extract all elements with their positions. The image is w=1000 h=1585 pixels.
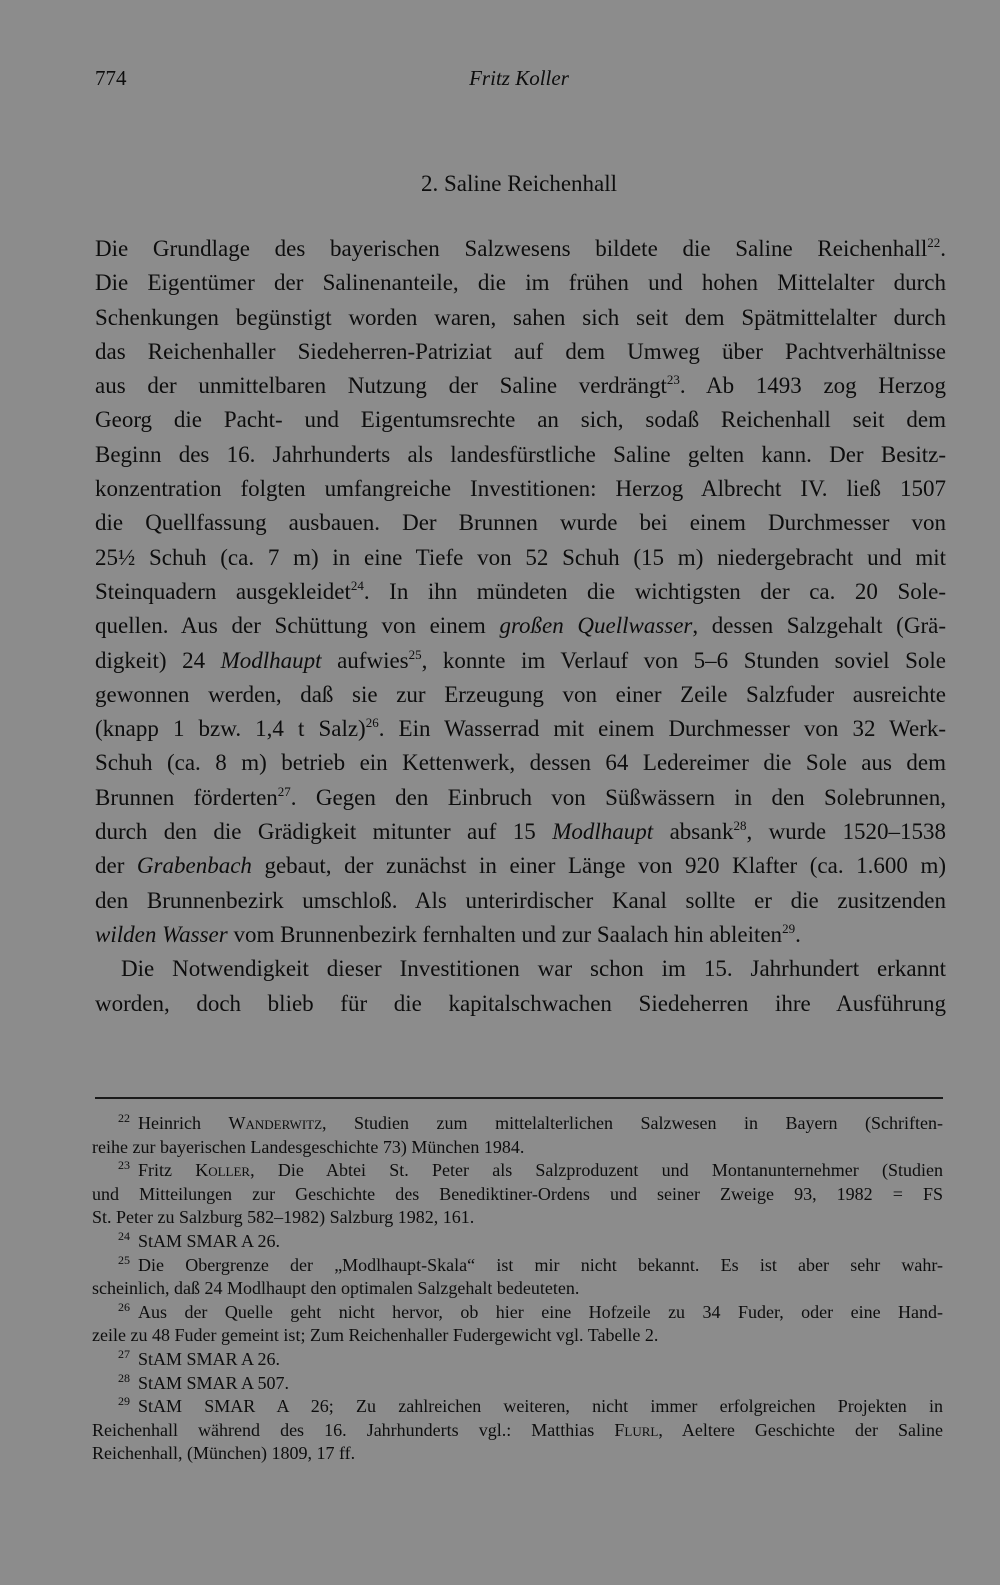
body-line <box>95 746 946 780</box>
footnote-text-run: , Die Abtei St. Peter als Salzproduzent und Montanunternehmer (Studien <box>250 1160 943 1181</box>
body-text-run: (knapp 1 bzw. 1,4 t Salz) <box>95 716 366 742</box>
italic-term: Modlhaupt <box>552 819 654 845</box>
body-text-run: worden, doch blieb für die kapitalschwachen Siedeherren ihre Ausführung <box>95 990 946 1016</box>
italic-term: wilden Wasser <box>95 921 228 947</box>
body-text-run: Steinquadern ausgekleidet <box>95 578 351 604</box>
body-text-run: das Reichenhaller Siedeherren-Patriziat auf dem Umweg über Pachtverhältnisse <box>95 338 946 364</box>
body-text-run: , wurde 1520–1538 <box>746 819 947 845</box>
body-text-run: konzentration folgten umfangreiche Investitionen: Herzog Albrecht IV. ließ 1507 <box>95 476 946 502</box>
body-text-run: Georg die Pacht- und Eigentumsrechte an sich, sodaß Reichenhall seit dem <box>95 407 946 433</box>
body-line <box>95 472 946 506</box>
running-title: Fritz Koller <box>469 66 569 90</box>
footnote-text-run: Reichenhall während des 16. Jahrhunderts vgl.: Matthias <box>92 1419 615 1440</box>
footnote-text-run: zeile zu 48 Fuder gemeint ist; Zum Reichenhaller Fudergewicht vgl. Tabelle 2. <box>92 1325 659 1346</box>
footnote-ref: 26 <box>365 715 379 731</box>
body-line <box>95 609 946 643</box>
footnote-line <box>92 1277 943 1301</box>
author-name: Koller <box>195 1160 251 1181</box>
footnote-text-run: Die Obergrenze der „Modlhaupt-Skala“ ist mir nicht bekannt. Es ist aber sehr wahr- <box>138 1254 943 1275</box>
body-text-run: . Ab 1493 zog Herzog <box>679 373 946 399</box>
body-line <box>95 884 946 918</box>
body-text-run: Schenkungen begünstigt worden waren, sahen sich seit dem Spätmittelalter durch <box>95 304 946 330</box>
body-text-run: . <box>940 236 946 261</box>
body-text-run: Beginn des 16. Jahrhunderts als landesfürstliche Saline gelten kann. Der Besitz- <box>95 441 946 467</box>
body-text-run: aus der unmittelbaren Nutzung der Saline verdrängt <box>95 373 667 399</box>
body-line <box>95 712 946 746</box>
footnote-number: 26 <box>118 1299 130 1314</box>
footnote-number: 27 <box>118 1346 130 1361</box>
footnote-ref: 25 <box>408 646 422 662</box>
body-line <box>95 266 946 300</box>
running-head <box>95 66 943 96</box>
body-line <box>95 644 946 678</box>
body-text-run: 25½ Schuh (ca. 7 m) in eine Tiefe von 52 Schuh (15 m) niedergebracht und mit <box>95 544 946 570</box>
footnote-line <box>92 1324 943 1348</box>
section-title: 2. Saline Reichenhall <box>420 171 618 196</box>
body-text-run: . <box>795 921 801 947</box>
footnote-ref: 29 <box>782 920 796 936</box>
footnote-number: 24 <box>118 1228 130 1243</box>
body-text-run: quellen. Aus der Schüttung von einem <box>95 613 500 639</box>
body-line <box>95 369 946 403</box>
footnote-line <box>92 1254 943 1278</box>
body-text-run: den Brunnenbezirk umschloß. Als unterirdischer Kanal sollte er die zusitzenden <box>95 887 946 913</box>
footnote-line <box>92 1159 943 1183</box>
footnote-text-run: Aus der Quelle geht nicht hervor, ob hier eine Hofzeile zu 34 Fuder, oder eine Hand- <box>138 1301 943 1322</box>
body-text-run: aufwies <box>321 647 409 673</box>
footnote-number: 22 <box>118 1111 130 1125</box>
footnote-text-run: Fritz <box>138 1160 196 1181</box>
footnote-line <box>92 1183 943 1207</box>
author-name: Wanderwitz <box>228 1113 323 1133</box>
body-text-run: Brunnen förderten <box>95 784 278 810</box>
body-text-run: Die Notwendigkeit dieser Investitionen war schon im 15. Jahrhundert erkannt <box>121 956 946 982</box>
body-line <box>95 815 946 849</box>
footnote-text-run: StAM SMAR A 26. <box>138 1348 281 1369</box>
body-text-run: , dessen Salzgehalt (Grä- <box>692 613 946 639</box>
body-line <box>95 781 946 815</box>
footnote-line <box>92 1136 943 1160</box>
body-text-run: , konnte im Verlauf von 5–6 Stunden soviel Sole <box>421 647 946 673</box>
footnote-ref: 22 <box>927 235 941 250</box>
footnote-text-run: Reichenhall, (München) 1809, 17 ff. <box>92 1443 356 1464</box>
footnote-line <box>92 1206 943 1230</box>
footnote-number: 29 <box>118 1394 130 1409</box>
body-text-run: Schuh (ca. 8 m) betrieb ein Kettenwerk, dessen 64 Ledereimer die Sole aus dem <box>95 750 946 776</box>
body-text-run: durch den die Grädigkeit mitunter auf 15 <box>95 819 553 845</box>
footnote-ref: 27 <box>277 783 291 799</box>
footnote-text-run: Heinrich <box>138 1113 229 1133</box>
footnote-text-run: St. Peter zu Salzburg 582–1982) Salzburg 1982, 161. <box>92 1207 475 1228</box>
body-line <box>95 541 946 575</box>
body-text-run: gewonnen werden, daß sie zur Erzeugung von einer Zeile Salzfuder ausreichte <box>95 681 946 707</box>
body-line <box>95 575 946 609</box>
footnote-number: 28 <box>118 1370 130 1385</box>
footnote-line <box>92 1112 943 1136</box>
body-line <box>95 987 946 1021</box>
author-name: Flurl <box>614 1419 659 1440</box>
footnote-line <box>92 1372 943 1396</box>
footnote-number: 23 <box>118 1158 130 1173</box>
body-line <box>95 301 946 335</box>
body-line <box>95 335 946 369</box>
footnote-line <box>92 1395 943 1419</box>
footnote-ref: 23 <box>666 372 680 388</box>
body-line <box>95 438 946 472</box>
body-text-run: Die Grundlage des bayerischen Salzwesens bildete die Saline Reichenhall <box>95 236 928 261</box>
body-line <box>95 918 946 952</box>
body-line <box>95 403 946 437</box>
footnote-text-run: reihe zur bayerischen Landesgeschichte 73) München 1984. <box>92 1136 525 1157</box>
body-line <box>95 232 946 266</box>
body-line <box>95 678 946 712</box>
footnote-text-run: und Mitteilungen zur Geschichte des Benediktiner-Ordens und seiner Zweige 93, 1982 = FS <box>92 1183 943 1204</box>
italic-term: Grabenbach <box>136 853 252 879</box>
footnotes <box>92 1112 943 1466</box>
footnote-line <box>92 1442 943 1466</box>
body-text-run: digkeit) 24 <box>95 647 221 673</box>
body-text-run: gebaut, der zunächst in einer Länge von 920 Klafter (ca. 1.600 m) <box>251 853 946 879</box>
footnote-line <box>92 1348 943 1372</box>
footnote-text-run: StAM SMAR A 26. <box>138 1230 281 1251</box>
footnote-text-run: StAM SMAR A 507. <box>138 1372 290 1393</box>
body-text-run: vom Brunnenbezirk fernhalten und zur Saalach hin ableiten <box>227 921 783 947</box>
body-text <box>95 232 946 1021</box>
footnote-line <box>92 1230 943 1254</box>
footnote-text-run: StAM SMAR A 26; Zu zahlreichen weiteren, nicht immer erfolgreichen Projekten in <box>138 1396 943 1417</box>
footnote-text-run: , Studien zum mittelalterlichen Salzwesen in Bayern (Schriften- <box>322 1113 943 1133</box>
footnote-text-run: scheinlich, daß 24 Modlhaupt den optimalen Salzgehalt bedeuteten. <box>92 1278 580 1299</box>
page-number: 774 <box>95 66 127 90</box>
footnote-ref: 24 <box>350 577 364 593</box>
italic-term: großen Quellwasser <box>499 613 693 639</box>
body-text-run: der <box>95 853 137 879</box>
body-line <box>95 506 946 540</box>
footnote-text-run: , Aeltere Geschichte der Saline <box>658 1419 943 1440</box>
body-text-run: die Quellfassung ausbauen. Der Brunnen wurde bei einem Durchmesser von <box>95 510 946 536</box>
footnote-line <box>92 1419 943 1443</box>
footnote-rule <box>95 1097 943 1099</box>
footnote-line <box>92 1301 943 1325</box>
body-text-run: . Ein Wasserrad mit einem Durchmesser von 32 Werk- <box>378 716 946 742</box>
italic-term: Modlhaupt <box>220 647 322 673</box>
body-text-run: absank <box>653 819 734 845</box>
body-text-run: . In ihn mündeten die wichtigsten der ca. 20 Sole- <box>363 578 946 604</box>
body-line <box>95 849 946 883</box>
footnote-number: 25 <box>118 1252 130 1267</box>
body-line <box>95 952 946 986</box>
footnote-ref: 28 <box>733 818 747 834</box>
body-text-run: . Gegen den Einbruch von Süßwässern in den Solebrunnen, <box>290 784 946 810</box>
body-text-run: Die Eigentümer der Salinenanteile, die im frühen und hohen Mittelalter durch <box>95 270 946 296</box>
